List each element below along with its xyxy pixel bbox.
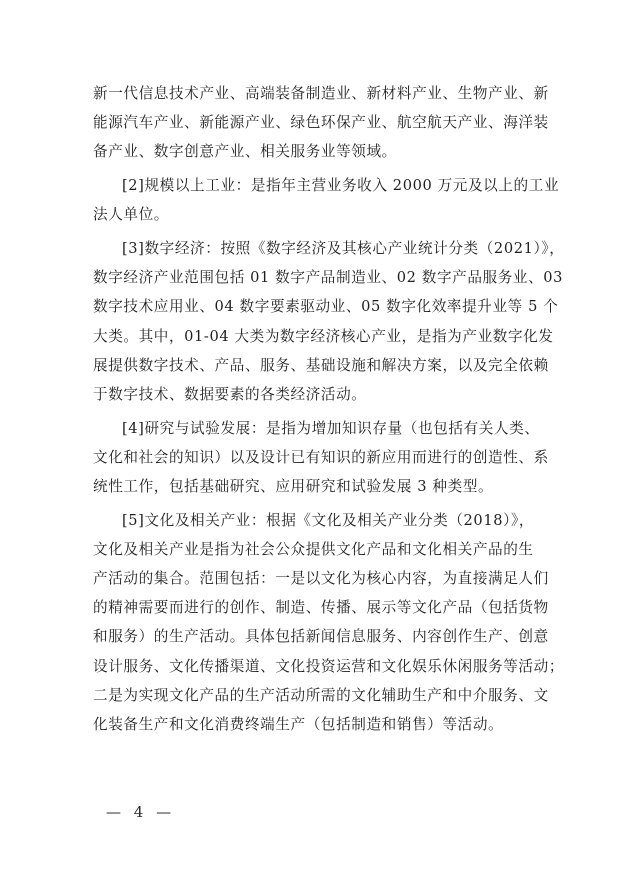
text-line: 文化及相关产业是指为社会公众提供文化产品和文化相关产品的生 (93, 540, 534, 558)
text-line: 展提供数字技术、产品、服务、基础设施和解决方案，以及完全依赖 (93, 356, 549, 374)
text-line: 化装备生产和文化消费终端生产（包括制造和销售）等活动。 (93, 715, 504, 733)
text-line: 二是为实现文化产品的生产活动所需的文化辅助生产和中介服务、文 (93, 686, 549, 704)
text-line: 大类。其中，01-04 大类为数字经济核心产业，是指为产业数字化发 (93, 327, 554, 345)
page-number: — 4 — (106, 803, 176, 821)
text-line: [3]数字经济：按照《数字经济及其核心产业统计分类（2021）》， (122, 239, 565, 257)
note-4-research-development (93, 414, 549, 502)
text-line: 设计服务、文化传播渠道、文化投资运营和文化娱乐休闲服务等活动； (93, 657, 565, 675)
note-3-digital-economy (93, 234, 565, 409)
text-line: 统性工作，包括基础研究、应用研究和试验发展 3 种类型。 (93, 477, 494, 495)
text-line: 产活动的集合。范围包括：一是以文化为核心内容，为直接满足人们 (93, 570, 549, 587)
text-line: 法人单位。 (93, 206, 169, 224)
note-2-industry-scale (93, 171, 560, 229)
paragraph-continuation (93, 79, 549, 167)
text-line: [5]文化及相关产业：根据《文化及相关产业分类（2018）》， (122, 511, 535, 529)
text-line: 文化和社会的知识）以及设计已有知识的新应用而进行的创造性、系 (93, 448, 549, 466)
text-line: [4]研究与试验发展：是指为增加知识存量（也包括有关人类、 (122, 419, 540, 437)
text-line: 新一代信息技术产业、高端装备制造业、新材料产业、生物产业、新 (93, 85, 549, 102)
text-line: 和服务）的生产活动。具体包括新闻信息服务、内容创作生产、创意 (93, 628, 549, 646)
text-line: [2]规模以上工业：是指年主营业务收入 2000 万元及以上的工业 (122, 177, 560, 195)
text-line: 能源汽车产业、新能源产业、绿色环保产业、航空航天产业、海洋装 (93, 114, 549, 132)
document-body (93, 79, 565, 744)
text-line: 备产业、数字创意产业、相关服务业等领域。 (93, 143, 397, 161)
text-line: 数字经济产业范围包括 01 数字产品制造业、02 数字产品服务业、03 (93, 269, 564, 287)
text-line: 数字技术应用业、04 数字要素驱动业、05 数字化效率提升业等 5 个 (93, 298, 559, 316)
note-5-culture-industry (93, 506, 565, 740)
text-line: 的精神需要而进行的创作、制造、传播、展示等文化产品（包括货物 (93, 599, 549, 617)
text-line: 于数字技术、数据要素的各类经济活动。 (93, 385, 367, 403)
